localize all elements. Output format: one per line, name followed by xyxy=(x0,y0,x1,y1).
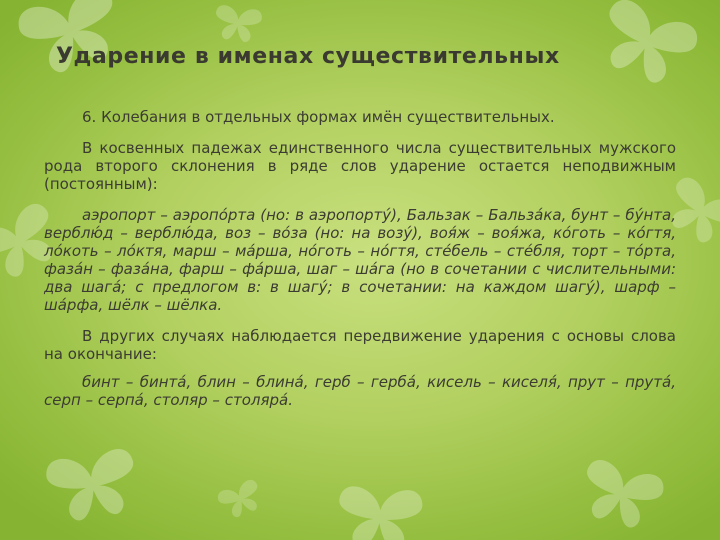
butterfly-icon-bottom-center xyxy=(336,485,423,540)
examples-paragraph-2: бинт – бинта́, блин – блина́, герб – герба́, кисель – киселя́, прут – прута́, серп – серпа́, столяр – столяра́. xyxy=(44,373,676,409)
section-heading: 6. Колебания в отдельных формах имён существительных. xyxy=(82,108,555,126)
rule-paragraph: В косвенных падежах единственного числа существительных мужского рода второго склонения в ряде слов ударение остается неподвижным (постоянным): xyxy=(44,139,676,193)
examples-paragraph: аэропорт – аэропо́рта (но: в аэропорту́), Бальзак – Бальза́ка, бунт – бу́нта, верблю́д – верблю́да, воз – во́за (но: на возу́), воя́ж – воя́жа, ко́готь – ко́гтя, ло́коть – ло́ктя, марш – ма́рша, но́готь – но́гтя, сте́бель – сте́бля, торт – то́рта, фаза́н – фаза́на, фарш – фа́рша, шаг – ша́га (но в сочетании с числительными: два шага́; с предлогом в: в шагу́; в сочетании: на каждом шагу́), шарф – ша́рфа, шёлк – шёлка. xyxy=(44,206,676,314)
butterfly-icon-bottom-right xyxy=(575,457,666,534)
slide-body xyxy=(44,108,676,409)
butterfly-icon-top-center xyxy=(212,4,262,44)
butterfly-icon-bottom-small xyxy=(216,478,266,522)
butterfly-icon-bottom-left xyxy=(44,447,142,525)
rule-paragraph-2: В других случаях наблюдается передвижение ударения с основы слова на окончание: xyxy=(44,327,676,363)
slide-title: Ударение в именах существительных xyxy=(56,44,560,69)
